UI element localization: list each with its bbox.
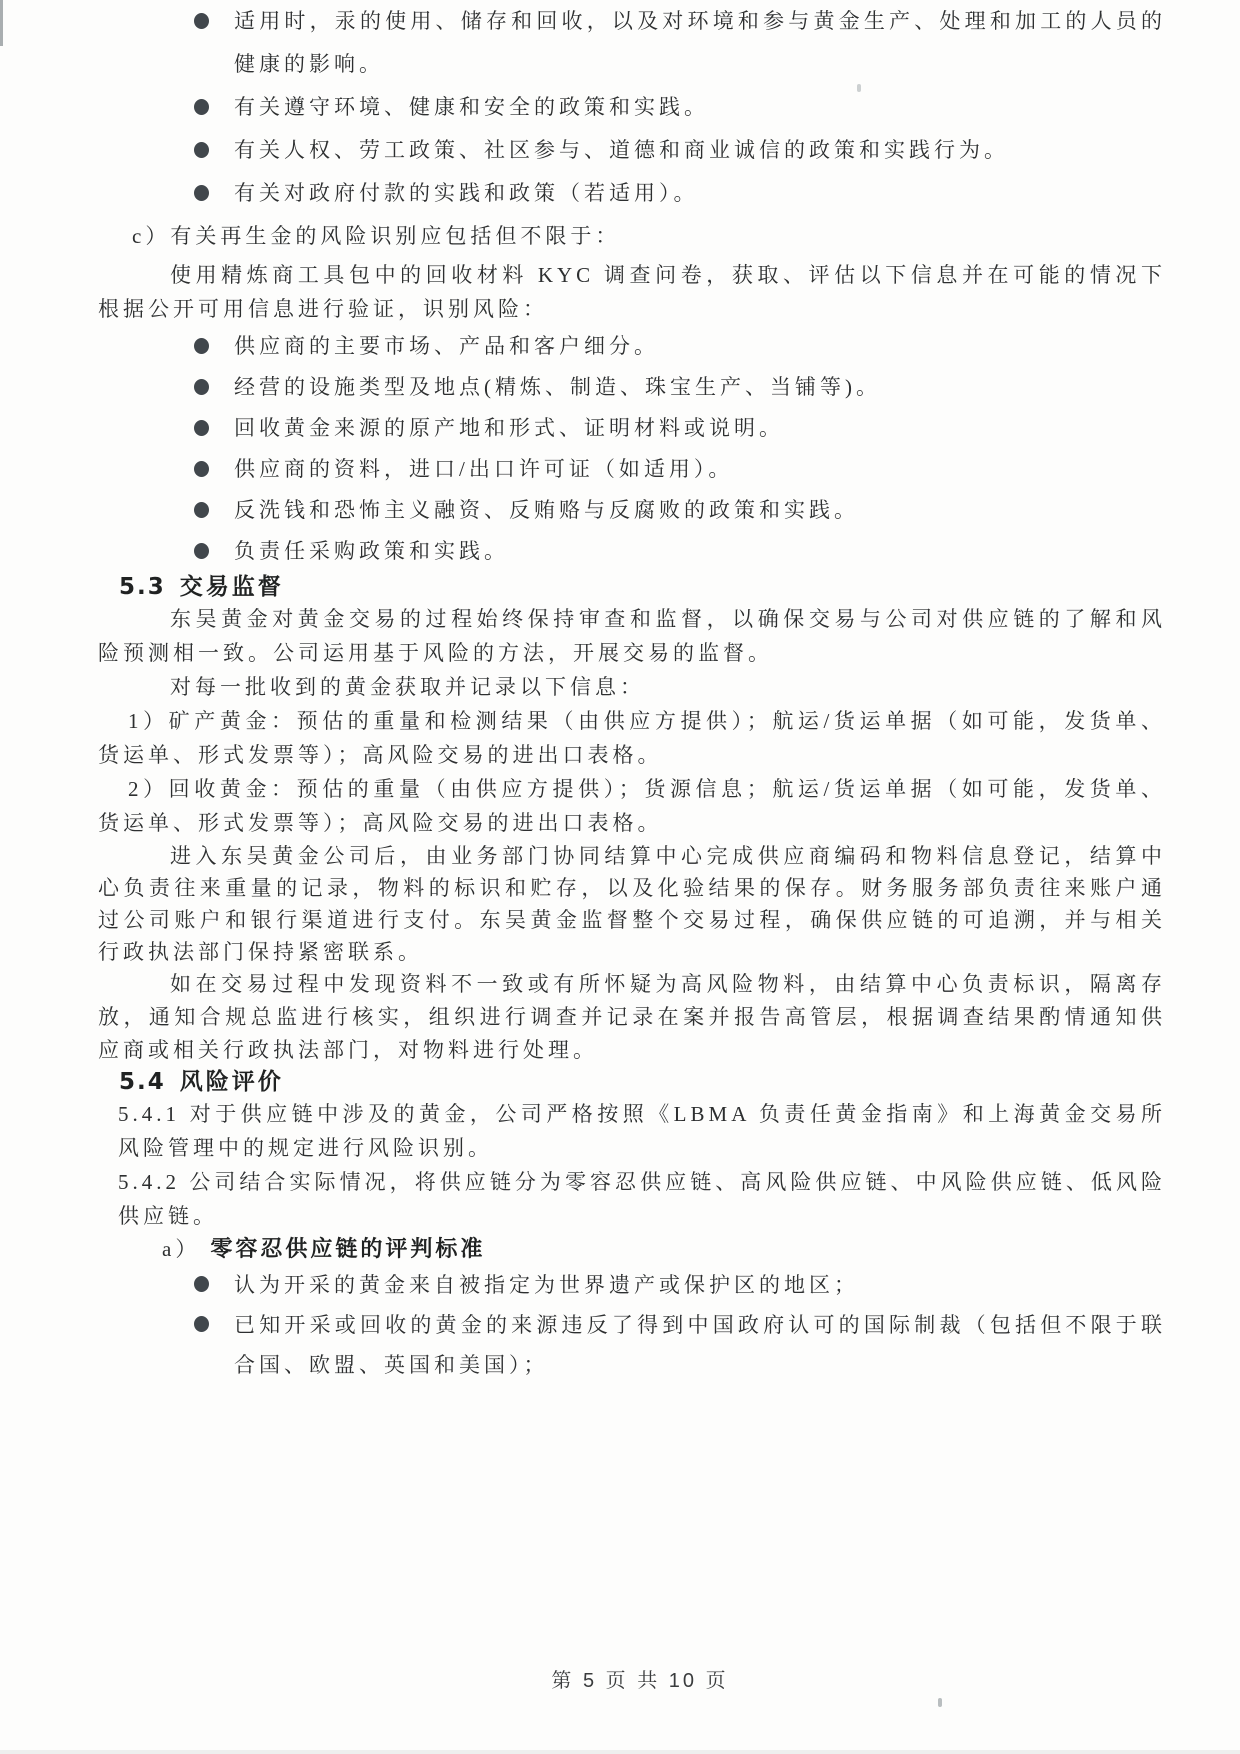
clause-c-heading: c）有关再生金的风险识别应包括但不限于： <box>132 224 621 248</box>
list-item-text: 供应商的资料，进口/出口许可证（如适用）。 <box>234 457 734 481</box>
section-heading-5-4 <box>98 1067 1166 1097</box>
list-item <box>234 1265 1166 1305</box>
bullet-icon <box>194 1316 209 1332</box>
bullet-icon <box>194 502 209 518</box>
list-item-text: 有关人权、劳工政策、社区参与、道德和商业诚信的政策和实践行为。 <box>234 138 1009 162</box>
bullet-icon <box>194 338 209 354</box>
page-number-text: 第 5 页 共 10 页 <box>551 1670 729 1692</box>
list-item <box>234 531 1166 572</box>
list-item-text: 供应商的主要市场、产品和客户细分。 <box>234 334 659 358</box>
bullet-icon <box>194 142 209 158</box>
list-item-text: 负责任采购政策和实践。 <box>234 539 509 563</box>
paragraph-settlement-process: 进入东吴黄金公司后，由业务部门协同结算中心完成供应商编码和物料信息登记，结算中心负责往来重量的记录，物料的标识和贮存，以及化验结果的保存。财务服务部负责往来账户通过公司账户和银行渠道进行支付。东吴黄金监督整个交易过程，确保供应链的可追溯，并与相关行政执法部门保持紧密联系。 <box>98 844 1166 964</box>
paragraph-transaction-monitoring: 东吴黄金对黄金交易的过程始终保持审查和监督，以确保交易与公司对供应链的了解和风险预测相一致。公司运用基于风险的方法，开展交易的监督。 <box>98 607 1166 665</box>
paragraph-discrepancy-handling: 如在交易过程中发现资料不一致或有所怀疑为高风险物料，由结算中心负责标识，隔离存放，通知合规总监进行核实，组织进行调查并记录在案并报告高管层，根据调查结果酌情通知供应商或相关行政执法部门，对物料进行处理。 <box>98 972 1166 1062</box>
bullet-list-kyc-info <box>98 326 1166 572</box>
bullet-icon <box>194 13 209 29</box>
bullet-icon <box>194 420 209 436</box>
section-heading-5-3 <box>98 572 1166 602</box>
bullet-icon <box>194 1276 209 1292</box>
bullet-list-risk-factors <box>98 0 1166 215</box>
scan-artifact-speck <box>938 1698 942 1707</box>
bullet-icon <box>194 99 209 115</box>
paragraph-5-4-1: 5.4.1 对于供应链中涉及的黄金，公司严格按照《LBMA 负责任黄金指南》和上海黄金交易所风险管理中的规定进行风险识别。 <box>118 1102 1166 1160</box>
list-item <box>234 172 1166 215</box>
list-item <box>234 1305 1166 1385</box>
list-item <box>234 449 1166 490</box>
section-title: 交易监督 <box>179 574 284 600</box>
list-item <box>234 0 1166 86</box>
list-item-text: 回收黄金来源的原产地和形式、证明材料或说明。 <box>234 416 784 440</box>
list-item <box>234 408 1166 449</box>
subsection-label: a） <box>162 1237 201 1261</box>
list-item <box>234 490 1166 531</box>
list-item-text: 有关对政府付款的实践和政策（若适用）。 <box>234 181 699 205</box>
section-number: 5.4 <box>119 1069 166 1095</box>
list-item <box>234 86 1166 129</box>
bullet-icon <box>194 543 209 559</box>
list-item-text: 认为开采的黄金来自被指定为世界遗产或保护区的地区； <box>234 1273 859 1297</box>
bullet-icon <box>194 185 209 201</box>
paragraph-5-4-2: 5.4.2 公司结合实际情况，将供应链分为零容忍供应链、高风险供应链、中风险供应链、低风险供应链。 <box>118 1170 1166 1228</box>
list-item <box>234 367 1166 408</box>
list-item-text: 适用时，汞的使用、储存和回收，以及对环境和参与黄金生产、处理和加工的人员的健康的影响。 <box>234 9 1166 76</box>
list-item <box>234 129 1166 172</box>
subsection-title: 零容忍供应链的评判标准 <box>210 1237 486 1262</box>
list-item-text: 反洗钱和恐怖主义融资、反贿赂与反腐败的政策和实践。 <box>234 498 859 522</box>
scan-artifact-edge-line <box>0 0 3 46</box>
list-item-text: 有关遵守环境、健康和安全的政策和实践。 <box>234 95 709 119</box>
paragraph-mined-gold: 1）矿产黄金：预估的重量和检测结果（由供应方提供）；航运/货运单据（如可能，发货单、货运单、形式发票等）；高风险交易的进出口表格。 <box>98 709 1166 767</box>
section-title: 风险评价 <box>179 1069 284 1095</box>
list-item-text: 已知开采或回收的黄金的来源违反了得到中国政府认可的国际制裁（包括但不限于联合国、欧盟、英国和美国）； <box>234 1313 1166 1377</box>
paragraph-recycled-gold-intro: 使用精炼商工具包中的回收材料 KYC 调查问卷，获取、评估以下信息并在可能的情况下根据公开可用信息进行验证，识别风险： <box>98 263 1166 321</box>
paragraph-recycled-gold: 2）回收黄金：预估的重量（由供应方提供）；货源信息；航运/货运单据（如可能，发货单、货运单、形式发票等）；高风险交易的进出口表格。 <box>98 777 1166 835</box>
document-body <box>98 0 1166 1385</box>
bullet-list-zero-tolerance <box>98 1265 1166 1385</box>
page-footer <box>100 1664 1180 1693</box>
subsection-heading-a <box>98 1234 1166 1265</box>
bullet-icon <box>194 379 209 395</box>
scan-artifact-bottom-band <box>0 1750 1240 1754</box>
list-item-text: 经营的设施类型及地点(精炼、制造、珠宝生产、当铺等)。 <box>234 375 881 399</box>
paragraph-record-intro: 对每一批收到的黄金获取并记录以下信息： <box>170 675 645 699</box>
bullet-icon <box>194 461 209 477</box>
section-number: 5.3 <box>119 574 166 600</box>
list-item <box>234 326 1166 367</box>
